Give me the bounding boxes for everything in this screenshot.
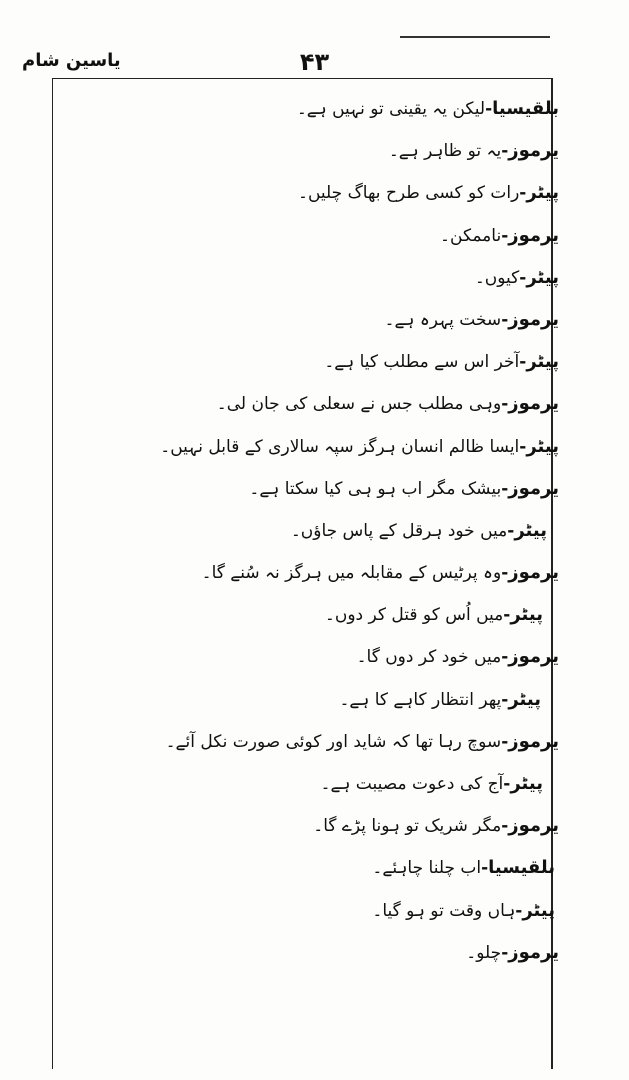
header-rule (400, 36, 550, 38)
speaker-separator: - (501, 689, 509, 710)
dialogue-line (39, 805, 559, 847)
speaker-name: یرموز (508, 815, 559, 837)
speech-text: سوچ رہا تھا کہ شاید اور کوئی صورت نکل آئے۔ (165, 731, 502, 752)
dialogue-line (39, 890, 559, 932)
dialogue-line (39, 299, 559, 341)
speaker-separator: - (481, 858, 489, 879)
speech-text: مگر شریک تو ہونا پڑے گا۔ (313, 816, 502, 837)
speaker-name: یرموز (508, 941, 559, 963)
speaker-separator: - (519, 352, 527, 373)
speaker-separator: - (501, 225, 509, 246)
speech-text: میں خود کر دوں گا۔ (356, 647, 502, 668)
speaker-name: بلقیسیا (492, 98, 559, 119)
speaker-separator: - (515, 900, 523, 921)
speaker-separator: - (501, 141, 509, 162)
speaker-name: پیٹر (510, 773, 543, 794)
dialogue-line (39, 257, 559, 299)
speaker-name: پیٹر (514, 519, 547, 541)
dialogue-line (39, 594, 559, 636)
speaker-name: یرموز (508, 562, 559, 584)
speech-text: میں خود ہرقل کے پاس جاؤں۔ (290, 520, 508, 541)
dialogue-line (39, 763, 559, 805)
speech-text: پھر انتظار کاہے کا ہے۔ (339, 689, 502, 710)
speaker-separator: - (501, 563, 509, 584)
speaker-name: یرموز (508, 140, 559, 162)
dialogue-line (39, 130, 559, 172)
speaker-name: پیٹر (510, 604, 543, 626)
dialogue-line (39, 341, 559, 383)
dialogue-line (39, 847, 559, 889)
speaker-separator: - (501, 394, 509, 415)
speaker-name: یرموز (508, 224, 559, 246)
dialogue-line (39, 552, 559, 594)
speaker-separator: - (501, 942, 509, 963)
speaker-name: یرموز (508, 730, 559, 752)
speaker-name: یرموز (508, 393, 559, 415)
page-number: ۴۳ (299, 48, 330, 76)
speech-text: رات کو کسی طرح بھاگ چلیں۔ (298, 183, 520, 204)
speech-text: چلو۔ (466, 942, 502, 963)
speaker-separator: - (519, 436, 527, 457)
dialogue-line (39, 510, 559, 552)
speaker-name: پیٹر (508, 688, 541, 710)
dialogue-line (39, 468, 559, 510)
running-title: یاسین شام (22, 50, 121, 71)
dialogue-line (39, 383, 559, 425)
speaker-separator: - (501, 478, 509, 499)
dialogue-list (39, 88, 559, 974)
speaker-separator: - (485, 99, 493, 119)
speech-text: آخر اس سے مطلب کیا ہے۔ (324, 352, 520, 373)
speaker-separator: - (507, 520, 515, 541)
speaker-name: پیٹر (522, 899, 555, 921)
speech-text: ہاں وقت تو ہو گیا۔ (372, 900, 516, 921)
speech-text: کیوں۔ (474, 267, 520, 288)
dialogue-line (39, 721, 559, 763)
speaker-name: پیٹر (526, 351, 559, 373)
speaker-name: یرموز (508, 477, 559, 499)
speaker-name: یرموز (508, 646, 559, 668)
dialogue-line (39, 932, 559, 974)
dialogue-line (39, 88, 559, 130)
speaker-separator: - (501, 731, 509, 752)
speech-text: آج کی دعوت مصیبت ہے۔ (320, 774, 504, 794)
speaker-name: پیٹر (526, 266, 559, 288)
speaker-name: یرموز (508, 308, 559, 330)
dialogue-line (39, 679, 559, 721)
speech-text: اب چلنا چاہئے۔ (372, 858, 482, 879)
speech-text: یہ تو ظاہر ہے۔ (388, 141, 502, 162)
dialogue-line (39, 172, 559, 214)
speaker-separator: - (519, 267, 527, 288)
speaker-separator: - (503, 605, 511, 626)
speech-text: بیشک مگر اب ہو ہی کیا سکتا ہے۔ (249, 478, 502, 499)
speech-text: وہ پرٹیس کے مقابلہ میں ہرگز نہ سُنے گا۔ (201, 563, 502, 584)
speech-text: میں اُس کو قتل کر دوں۔ (324, 605, 504, 626)
dialogue-line (39, 215, 559, 257)
speech-text: ناممکن۔ (440, 225, 502, 246)
speaker-separator: - (501, 309, 509, 330)
speaker-separator: - (519, 183, 527, 204)
dialogue-line (39, 636, 559, 678)
speech-text: ایسا ظالم انسان ہرگز سپہ سالاری کے قابل نہیں۔ (160, 436, 520, 457)
speech-text: وہی مطلب جس نے سعلی کی جان لی۔ (216, 394, 502, 415)
speech-text: سخت پہرہ ہے۔ (384, 309, 502, 330)
speaker-name: پیٹر (526, 182, 559, 204)
speaker-name: پیٹر (526, 435, 559, 457)
dialogue-line (39, 426, 559, 468)
speaker-separator: - (501, 816, 509, 837)
speaker-separator: - (503, 774, 511, 794)
speech-text: لیکن یہ یقینی تو نہیں ہے۔ (296, 99, 486, 119)
speaker-name: بلقیسیا (488, 857, 555, 879)
speaker-separator: - (501, 647, 509, 668)
